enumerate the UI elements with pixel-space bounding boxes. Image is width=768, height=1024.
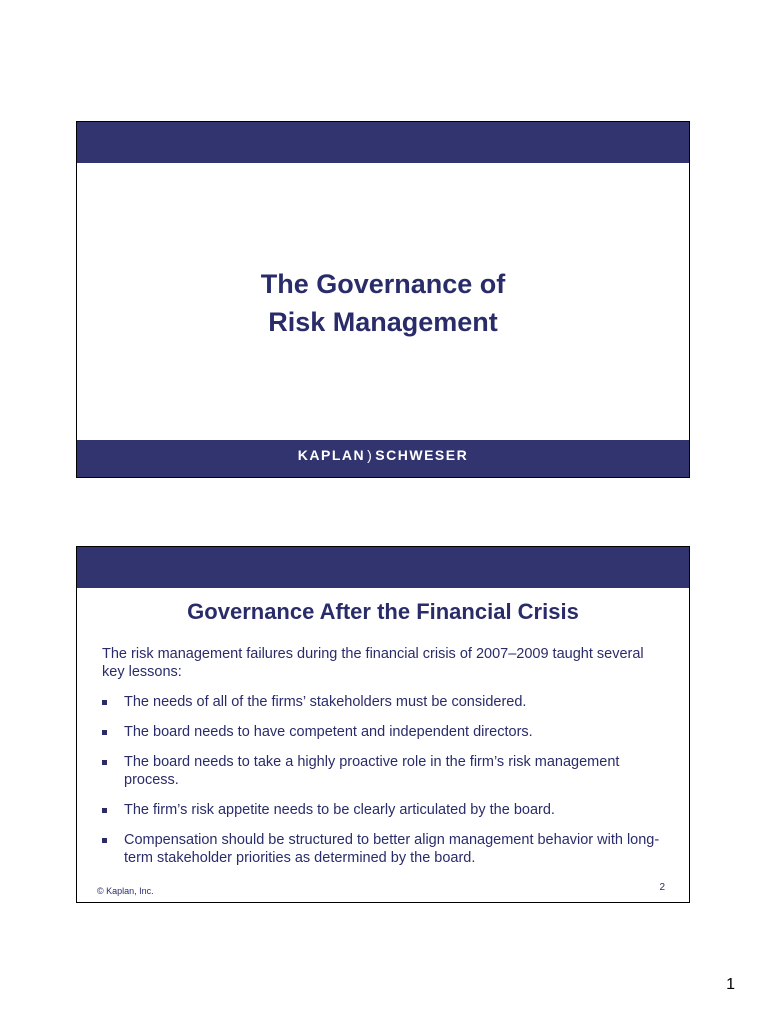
bullet-text: The firm’s risk appetite needs to be clearly articulated by the board.	[124, 802, 555, 818]
bullet-square-icon	[102, 730, 107, 735]
slide-1-title	[77, 265, 689, 341]
slide-1-bottom-band	[77, 440, 689, 477]
slide-number: 2	[659, 882, 665, 893]
bullet-item	[102, 831, 667, 867]
logo-separator: )	[367, 447, 374, 463]
logo-kaplan: KAPLAN	[297, 447, 366, 463]
logo-schweser: SCHWESER	[375, 447, 469, 463]
bullet-item	[102, 801, 667, 819]
bullet-item	[102, 723, 667, 741]
title-line-2: Risk Management	[268, 307, 498, 337]
bullet-text: Compensation should be structured to better align management behavior with long-term stakeholder priorities as determined by the board.	[124, 832, 660, 866]
title-line-1: The Governance of	[260, 269, 506, 299]
slide-1-top-band	[77, 122, 689, 163]
bullet-item	[102, 693, 667, 711]
slide-2-bullet-list	[102, 693, 667, 867]
copyright-notice: © Kaplan, Inc.	[97, 886, 154, 896]
bullet-text: The board needs to take a highly proactive role in the firm’s risk management process.	[124, 754, 620, 788]
bullet-square-icon	[102, 700, 107, 705]
slide-2-intro: The risk management failures during the financial crisis of 2007–2009 taught several key lessons:	[102, 646, 644, 680]
bullet-item	[102, 753, 667, 789]
slide-2	[76, 546, 690, 903]
slide-1	[76, 121, 690, 478]
slide-2-heading: Governance After the Financial Crisis	[187, 599, 579, 624]
bullet-square-icon	[102, 808, 107, 813]
kaplan-schweser-logo	[77, 447, 689, 463]
bullet-text: The board needs to have competent and independent directors.	[124, 724, 533, 740]
page-number: 1	[726, 976, 735, 993]
bullet-text: The needs of all of the firms’ stakeholders must be considered.	[124, 694, 527, 710]
slide-2-top-band	[77, 547, 689, 588]
bullet-square-icon	[102, 838, 107, 843]
bullet-square-icon	[102, 760, 107, 765]
